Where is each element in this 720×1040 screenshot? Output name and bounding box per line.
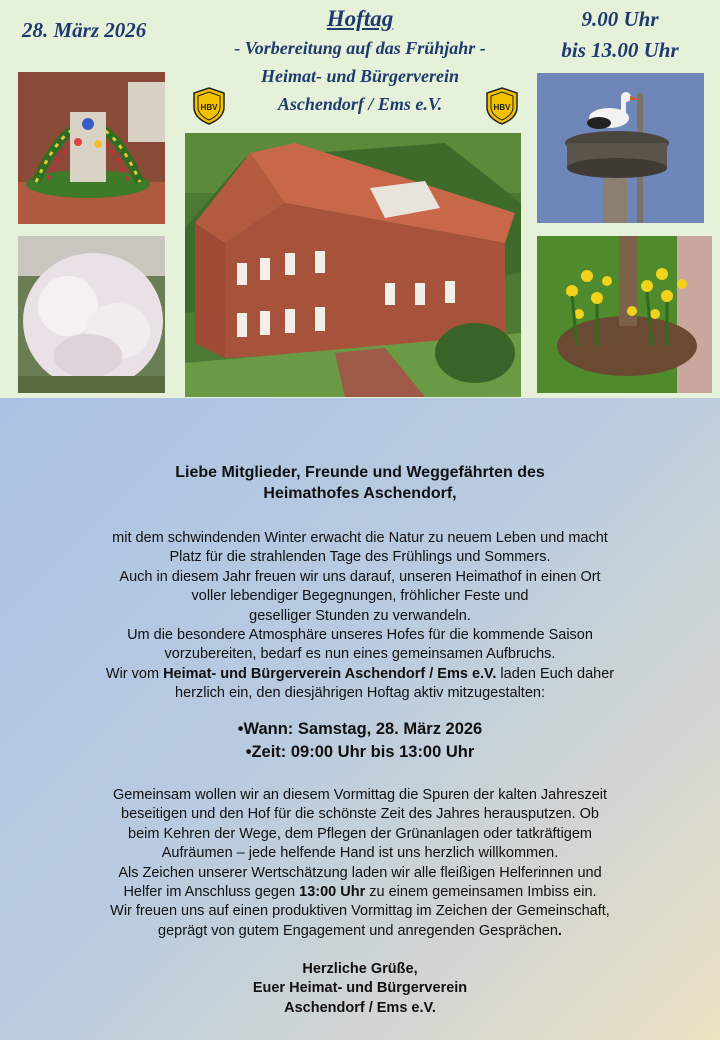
intro-line: Um die besondere Atmosphäre unseres Hofes für die kommende Saison: [127, 627, 593, 644]
closing-line-2: [0, 922, 720, 941]
helper-prefix: Helfer im Anschluss gegen: [123, 884, 300, 901]
subtitle-3: Aschendorf / Ems e.V.: [277, 94, 443, 114]
intro-line: geselliger Stunden zu verwandeln.: [249, 607, 471, 624]
sign-line-2: Euer Heimat- und Bürgerverein: [252, 980, 468, 997]
subtitle-1: - Vorbereitung auf das Frühjahr -: [234, 38, 486, 58]
body-line: beseitigen und den Hof für die schönste Zeit des Jahres herausputzen. Ob: [121, 806, 599, 823]
hbv-logo-left-text: HBV: [200, 103, 218, 112]
event-zeit: •Zeit: 09:00 Uhr bis 13:00 Uhr: [245, 743, 475, 761]
title-block: [190, 4, 530, 118]
body-paragraph: [0, 786, 720, 941]
body-line: Als Zeichen unserer Wertschätzung laden wir alle fleißigen Helferinnen und: [118, 864, 602, 881]
sign-line-3: Aschendorf / Ems e.V.: [284, 999, 436, 1016]
photo-heimathof: [185, 133, 521, 397]
sign-line-1: Herzliche Grüße,: [302, 961, 418, 977]
helper-line: [0, 883, 720, 902]
body-line: beim Kehren der Wege, dem Pflegen der Grünanlagen oder tatkräftigem: [128, 825, 592, 842]
body-line: Aufräumen – jede helfende Hand ist uns herzlich willkommen.: [161, 845, 559, 862]
hbv-logo-right: [485, 87, 519, 125]
invite-line-2: herzlich ein, den diesjährigen Hoftag aktiv mitzugestalten:: [175, 685, 545, 702]
invite-club-name: Heimat- und Bürgerverein Aschendorf / Ems e.V.: [163, 665, 497, 682]
helper-suffix: zu einem gemeinsamen Imbiss ein.: [365, 884, 597, 901]
intro-line: vorzubereiten, bedarf es nun eines gemeinsamen Aufbruchs.: [164, 646, 556, 663]
greeting: [0, 462, 720, 504]
event-date: 28. März 2026: [22, 18, 147, 42]
hbv-logo-left: [192, 87, 226, 125]
intro-line: Platz für die strahlenden Tage des Frühlings und Sommers.: [169, 549, 551, 566]
time-line-1: 9.00 Uhr: [581, 7, 659, 31]
intro-line: mit dem schwindenden Winter erwacht die Natur zu neuem Leben und macht: [112, 530, 608, 546]
body-line: Gemeinsam wollen wir an diesem Vormittag die Spuren der kalten Jahreszeit: [112, 787, 608, 803]
intro-line: voller lebendiger Begegnungen, fröhlicher Feste und: [191, 588, 529, 605]
photo-daffodils: [537, 236, 712, 393]
invite-prefix: Wir vom: [105, 665, 164, 682]
closing-dot: .: [557, 922, 562, 939]
greeting-line-1: Liebe Mitglieder, Freunde und Weggefährten des: [175, 464, 545, 481]
invite-suffix: laden Euch daher: [496, 665, 615, 682]
subtitle-2: Heimat- und Bürgerverein: [260, 66, 459, 86]
event-time: [540, 4, 700, 66]
page-title: Hoftag: [326, 6, 394, 31]
closing-line-1: Wir freuen uns auf einen produktiven Vormittag im Zeichen der Gemeinschaft,: [110, 903, 610, 920]
photo-stork-nest: [537, 73, 704, 223]
helper-time: 13:00 Uhr: [299, 884, 366, 901]
intro-paragraph: [0, 529, 720, 704]
invite-line-1: [0, 665, 720, 684]
signature: [0, 960, 720, 1018]
intro-line: Auch in diesem Jahr freuen wir uns darauf, unseren Heimathof in einen Ort: [119, 568, 601, 585]
photo-magnolia: [18, 236, 165, 393]
header: [0, 0, 720, 398]
time-line-2: bis 13.00 Uhr: [561, 38, 679, 62]
greeting-line-2: Heimathofes Aschendorf,: [263, 485, 457, 502]
event-details: [0, 718, 720, 764]
hbv-logo-right-text: HBV: [493, 103, 511, 112]
photo-easter-well: [18, 72, 165, 224]
letter-body: [0, 398, 720, 1040]
event-when: •Wann: Samstag, 28. März 2026: [237, 720, 483, 738]
closing-text: geprägt von gutem Engagement und anregenden Gesprächen: [158, 922, 558, 939]
